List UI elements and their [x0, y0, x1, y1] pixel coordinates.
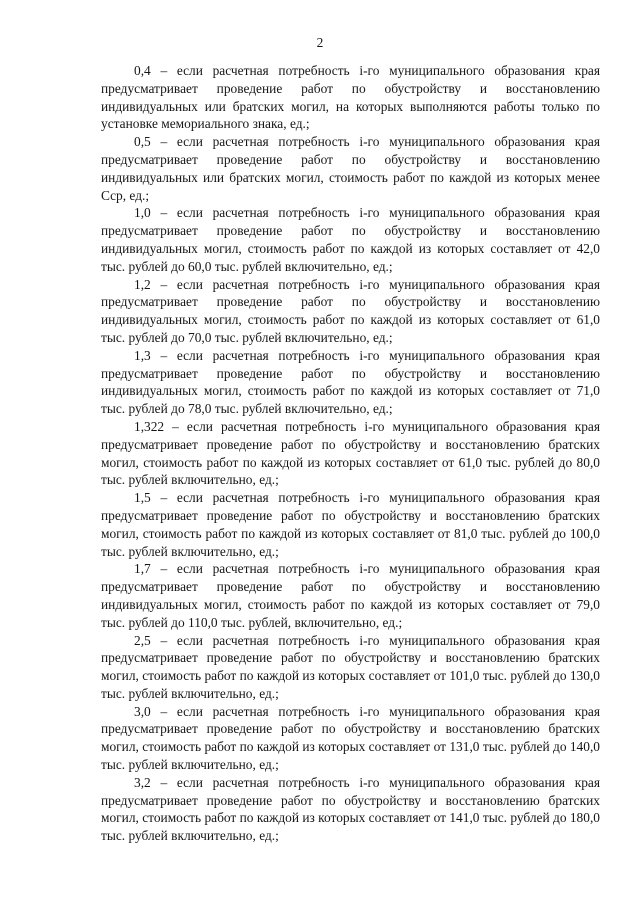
coefficient-paragraph: 1,322 – если расчетная потребность i-го муниципального образования края предусматривает проведение работ по обустройству и восстановлению братских могил, стоимость работ по каждой из которых составляет от 61,0 тыс. рублей до 80,0 тыс. рублей включительно, ед.; — [101, 418, 600, 488]
coefficient-paragraph: 3,0 – если расчетная потребность i-го муниципального образования края предусматривает проведение работ по обустройству и восстановлению братских могил, стоимость работ по каждой из которых составляет от 131,0 тыс. рублей до 140,0 тыс. рублей включительно, ед.; — [101, 703, 600, 773]
document-body — [101, 62, 600, 845]
coefficient-paragraph: 1,2 – если расчетная потребность i-го муниципального образования края предусматривает проведение работ по обустройству и восстановлению индивидуальных могил, стоимость работ по каждой из которых составляет от 61,0 тыс. рублей до 70,0 тыс. рублей включительно, ед.; — [101, 276, 600, 345]
coefficient-paragraph: 0,4 – если расчетная потребность i-го муниципального образования края предусматривает проведение работ по обустройству и восстановлению индивидуальных или братских могил, на которых выполняются работы только по установке мемориального знака, ед.; — [101, 63, 600, 132]
coefficient-paragraph: 1,0 – если расчетная потребность i-го муниципального образования края предусматривает проведение работ по обустройству и восстановлению индивидуальных могил, стоимость работ по каждой из которых составляет от 42,0 тыс. рублей до 60,0 тыс. рублей включительно, ед.; — [101, 205, 600, 274]
coefficient-paragraph: 0,5 – если расчетная потребность i-го муниципального образования края предусматривает проведение работ по обустройству и восстановлению индивидуальных или братских могил, стоимость работ по каждой из которых менее Сср, ед.; — [101, 134, 600, 203]
coefficient-paragraph: 2,5 – если расчетная потребность i-го муниципального образования края предусматривает проведение работ по обустройству и восстановлению братских могил, стоимость работ по каждой из которых составляет от 101,0 тыс. рублей до 130,0 тыс. рублей включительно, ед.; — [101, 632, 600, 701]
coefficient-paragraph: 3,2 – если расчетная потребность i-го муниципального образования края предусматривает проведение работ по обустройству и восстановлению братских могил, стоимость работ по каждой из которых составляет от 141,0 тыс. рублей до 180,0 тыс. рублей включительно, ед.; — [101, 774, 600, 844]
coefficient-paragraph: 1,7 – если расчетная потребность i-го муниципального образования края предусматривает проведение работ по обустройству и восстановлению индивидуальных могил, стоимость работ по каждой из которых составляет от 79,0 тыс. рублей до 110,0 тыс. рублей, включительно, ед.; — [101, 561, 600, 630]
coefficient-paragraph: 1,5 – если расчетная потребность i-го муниципального образования края предусматривает проведение работ по обустройству и восстановлению братских могил, стоимость работ по каждой из которых составляет от 81,0 тыс. рублей до 100,0 тыс. рублей включительно, ед.; — [101, 490, 600, 559]
page-number: 2 — [316, 35, 324, 50]
coefficient-paragraph: 1,3 – если расчетная потребность i-го муниципального образования края предусматривает проведение работ по обустройству и восстановлению индивидуальных могил, стоимость работ по каждой из которых составляет от 71,0 тыс. рублей до 78,0 тыс. рублей включительно, ед.; — [101, 347, 600, 417]
